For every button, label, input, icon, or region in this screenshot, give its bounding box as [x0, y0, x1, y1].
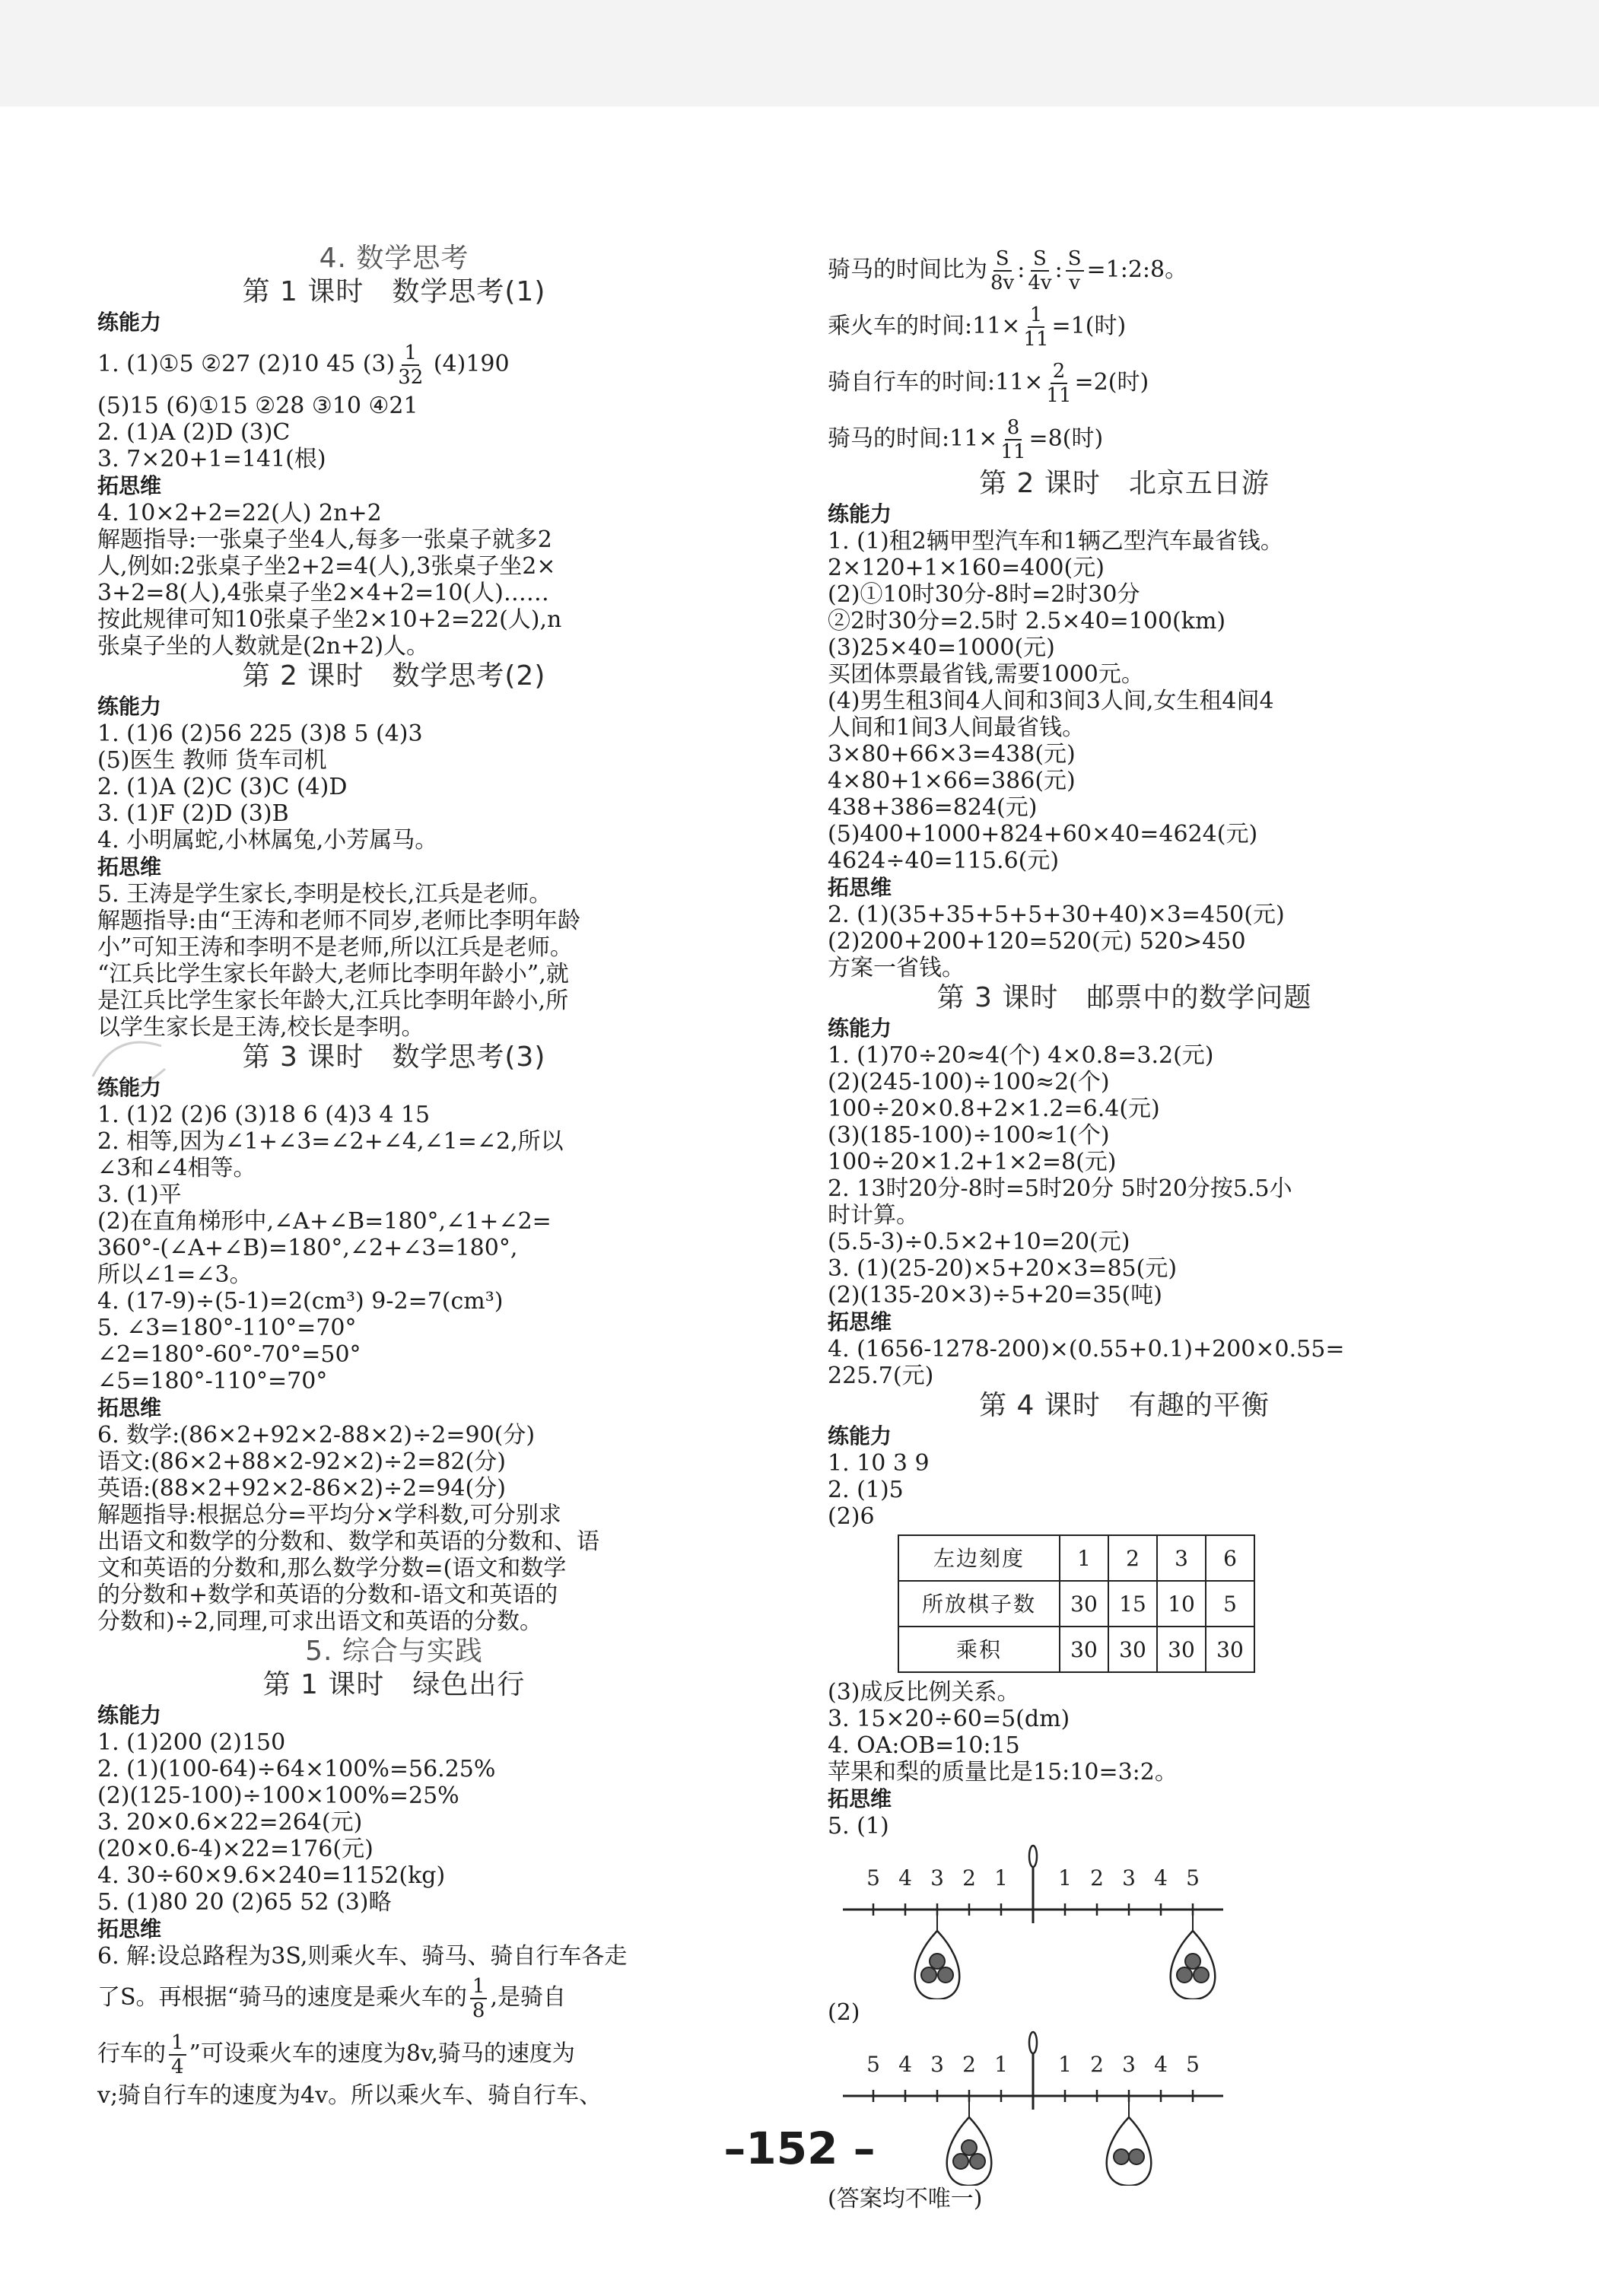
answer-line: 3. (1)F (2)D (3)B: [97, 800, 289, 827]
scale-label: 4: [898, 1865, 912, 1891]
answer-line: 5. 王涛是学生家长,李明是校长,江兵是老师。: [97, 881, 552, 908]
answer-line: (2)(245-100)÷100≈2(个): [828, 1069, 1110, 1096]
table-cell: 30: [1157, 1627, 1206, 1672]
fraction: [1023, 304, 1048, 351]
category-heading: 练能力: [828, 1016, 892, 1041]
answer-line: 2. (1)(35+35+5+5+30+40)×3=450(元): [828, 902, 1285, 928]
answer-line-with-fraction: [97, 1970, 691, 2026]
section-title: 4. 数学思考: [319, 243, 469, 274]
lesson-title: 第 2 课时 数学思考(2): [242, 660, 546, 692]
chess-piece: [938, 1967, 953, 1983]
answer-line: (3)25×40=1000(元): [828, 634, 1055, 661]
answer-line: (4)男生租3间4人间和3间3人间,女生租4间4: [828, 688, 1274, 714]
answer-line: 人,例如:2张桌子坐2+2=4(人),3张桌子坐2×: [97, 553, 556, 580]
answer-line: 2. 相等,因为∠1+∠3=∠2+∠4,∠1=∠2,所以: [97, 1128, 564, 1155]
answer-line: (5)医生 教师 货车司机: [97, 747, 327, 774]
answer-line: 5. (1): [828, 1813, 889, 1840]
answer-line: 方案一省钱。: [828, 955, 965, 981]
answer-line: (答案均不唯一): [828, 2186, 983, 2212]
fraction-numerator: S: [993, 247, 1012, 272]
lesson-title: 第 4 课时 有趣的平衡: [979, 1390, 1270, 1421]
category-heading: 练能力: [97, 1075, 162, 1100]
answer-line: (3)成反比例关系。: [828, 1679, 1020, 1706]
answer-line: 360°-(∠A+∠B)=180°,∠2+∠3=180°,: [97, 1235, 518, 1261]
fraction-numerator: 1: [402, 342, 419, 366]
answer-line: 人间和1间3人间最省钱。: [828, 714, 1086, 741]
chess-piece: [1194, 1967, 1209, 1983]
lesson-title: 第 2 课时 北京五日游: [979, 468, 1270, 499]
answer-line: 1. (1)70÷20≈4(个) 4×0.8=3.2(元): [828, 1042, 1214, 1069]
answer-line: 3. (1)(25-20)×5+20×3=85(元): [828, 1255, 1178, 1282]
fraction-denominator: 11: [1023, 328, 1049, 351]
answer-line-with-fraction: [828, 411, 1421, 467]
answer-line: 2×120+1×160=400(元): [828, 555, 1105, 581]
answer-line: 3. 20×0.6×22=264(元): [97, 1809, 363, 1836]
table-row: [898, 1535, 1254, 1581]
balance-figure-1: [828, 1840, 1421, 1999]
fraction-numerator: S: [1031, 247, 1049, 272]
category-heading: 练能力: [97, 310, 162, 335]
answer-line: 出语文和数学的分数和、数学和英语的分数和、语: [97, 1528, 599, 1555]
text-before: 1. (1)①5 ②27 (2)10 45 (3): [97, 351, 396, 377]
fraction: [1066, 247, 1084, 294]
answer-line: 4. 10×2+2=22(人) 2n+2: [97, 500, 382, 526]
fraction-denominator: 11: [1000, 440, 1026, 463]
chess-piece: [1177, 1967, 1192, 1983]
homework-stamp-icon: [85, 1023, 176, 1107]
answer-line: (5)400+1000+824+60×40=4624(元): [828, 821, 1258, 847]
fraction-numerator: 2: [1051, 360, 1068, 384]
fraction-numerator: 1: [169, 2031, 186, 2056]
lesson-title: 第 3 课时 数学思考(3): [242, 1041, 546, 1073]
scale-label: 1: [1058, 1865, 1072, 1891]
answer-line: 1. 10 3 9: [828, 1450, 930, 1477]
table-cell: 30: [1060, 1581, 1108, 1627]
chess-piece: [930, 1954, 945, 1969]
lesson-title: 第 3 课时 邮票中的数学问题: [936, 982, 1312, 1013]
answer-line: (5.5-3)÷0.5×2+10=20(元): [828, 1229, 1130, 1255]
answer-line: 解题指导:根据总分=平均分×学科数,可分别求: [97, 1502, 561, 1528]
answer-line: 3. 15×20÷60=5(dm): [828, 1706, 1070, 1732]
text-after: =1(时): [1051, 313, 1127, 339]
scale-label: 5: [866, 1865, 880, 1891]
answer-line: 2. (1)A (2)C (3)C (4)D: [97, 774, 348, 800]
page-number: –152 –: [723, 2123, 876, 2174]
scale-label: 4: [898, 2052, 912, 2077]
scale-label: 5: [1186, 1865, 1200, 1891]
answer-line: 买团体票最省钱,需要1000元。: [828, 661, 1144, 688]
answer-line: 1. (1)200 (2)150: [97, 1729, 286, 1756]
scale-label: 5: [1186, 2052, 1200, 2077]
answer-line: 2. (1)(100-64)÷64×100%=56.25%: [97, 1756, 496, 1782]
answer-line: 3×80+66×3=438(元): [828, 741, 1076, 768]
answer-line: 语文:(86×2+88×2-92×2)÷2=82(分): [97, 1449, 506, 1475]
answer-line: 4. (1656-1278-200)×(0.55+0.1)+200×0.55=: [828, 1336, 1345, 1363]
table-cell: 30: [1060, 1627, 1108, 1672]
table-cell: 3: [1157, 1535, 1206, 1581]
fraction-numerator: S: [1066, 247, 1084, 272]
scale-label: 1: [994, 2052, 1008, 2077]
fraction-numerator: 1: [1028, 304, 1045, 328]
answer-line: 的分数和+数学和英语的分数和-语文和英语的: [97, 1582, 558, 1608]
answer-line: 张桌子坐的人数就是(2n+2)人。: [97, 633, 430, 660]
scale-label: 5: [866, 2052, 880, 2077]
answer-line: 2. (1)5: [828, 1477, 904, 1503]
row-header: 所放棋子数: [898, 1581, 1060, 1627]
answer-line: (2)在直角梯形中,∠A+∠B=180°,∠1+∠2=: [97, 1208, 552, 1235]
right-column: [828, 242, 1421, 2212]
category-heading: 练能力: [97, 1703, 162, 1728]
fraction: [1028, 247, 1051, 294]
answer-line: ②2时30分=2.5时 2.5×40=100(km): [828, 608, 1226, 634]
category-heading: 拓思维: [97, 1916, 162, 1941]
category-heading: 拓思维: [828, 1786, 892, 1811]
text-after: =1:2:8。: [1086, 256, 1188, 283]
answer-line: 4. OA:OB=10:15: [828, 1732, 1020, 1759]
answer-line: 3+2=8(人),4张桌子坐2×4+2=10(人)……: [97, 580, 549, 606]
pivot-top: [1029, 2032, 1037, 2053]
section-title: 5. 综合与实践: [305, 1636, 483, 1667]
answer-line: “江兵比学生家长年龄大,老师比李明年龄小”,就: [97, 961, 569, 987]
answer-line: (2): [828, 1999, 860, 2026]
scale-label: 4: [1154, 2052, 1168, 2077]
answer-line: 3. (1)平: [97, 1181, 182, 1208]
scan-top-band: [0, 0, 1599, 107]
answer-line: 1. (1)租2辆甲型汽车和1辆乙型汽车最省钱。: [828, 528, 1283, 555]
category-heading: 练能力: [828, 1423, 892, 1449]
lesson-title: 第 1 课时 绿色出行: [262, 1669, 526, 1700]
answer-line: 1. (1)6 (2)56 225 (3)8 5 (4)3: [97, 720, 423, 747]
table-row: [898, 1581, 1254, 1627]
scale-label: 3: [930, 2052, 944, 2077]
row-header: 左边刻度: [898, 1535, 1060, 1581]
scale-label: 3: [930, 1865, 944, 1891]
answer-line: v;骑自行车的速度为4v。所以乘火车、骑自行车、: [97, 2082, 602, 2109]
fraction: [1000, 416, 1025, 463]
left-column: [97, 242, 691, 2109]
answer-line: 解题指导:一张桌子坐4人,每多一张桌子就多2: [97, 526, 552, 553]
pivot-top: [1029, 1846, 1037, 1867]
answer-line: 100÷20×0.8+2×1.2=6.4(元): [828, 1096, 1160, 1122]
table-cell: 30: [1108, 1627, 1157, 1672]
table-cell: 2: [1108, 1535, 1157, 1581]
answer-line: 438+386=824(元): [828, 794, 1038, 821]
scale-label: 1: [994, 1865, 1008, 1891]
table-cell: 15: [1108, 1581, 1157, 1627]
answer-line: 1. (1)2 (2)6 (3)18 6 (4)3 4 15: [97, 1102, 431, 1128]
fraction: [990, 247, 1014, 294]
answer-line: (2)200+200+120=520(元) 520>450: [828, 928, 1246, 955]
fraction-numerator: 1: [470, 1975, 488, 1999]
scale-label: 2: [1090, 2052, 1104, 2077]
fraction: [398, 342, 423, 389]
lesson-title: 第 1 课时 数学思考(1): [242, 276, 546, 307]
answer-line: 2. 13时20分-8时=5时20分 5时20分按5.5小: [828, 1175, 1292, 1202]
answer-line: 所以∠1=∠3。: [97, 1261, 253, 1288]
fraction: [169, 2031, 186, 2078]
scale-label: 3: [1122, 1865, 1136, 1891]
fraction: [470, 1975, 488, 2022]
answer-line: ∠5=180°-110°=70°: [97, 1368, 328, 1394]
answer-line: 2. (1)A (2)D (3)C: [97, 419, 291, 446]
fraction-denominator: v: [1069, 272, 1080, 294]
text-after: ”可设乘火车的速度为8v,骑马的速度为: [189, 2040, 575, 2067]
fraction-denominator: 8: [472, 1999, 485, 2022]
answer-line-with-fraction: [97, 336, 691, 393]
fraction-denominator: 11: [1046, 384, 1072, 407]
table-cell: 6: [1206, 1535, 1254, 1581]
colon: :: [1054, 256, 1063, 283]
answer-line-with-fraction: [828, 298, 1421, 355]
answer-line: ∠3和∠4相等。: [97, 1155, 256, 1181]
scale-label: 4: [1154, 1865, 1168, 1891]
answer-line: 4×80+1×66=386(元): [828, 768, 1076, 794]
answer-line: 6. 数学:(86×2+92×2-88×2)÷2=90(分): [97, 1422, 536, 1449]
scale-label: 2: [962, 2052, 976, 2077]
text-before: 行车的: [97, 2040, 166, 2067]
answer-line: 苹果和梨的质量比是15:10=3:2。: [828, 1759, 1178, 1786]
text-before: 乘火车的时间:11×: [828, 313, 1021, 339]
answer-line: 小”可知王涛和李明不是老师,所以江兵是老师。: [97, 934, 573, 961]
answer-line: 5. ∠3=180°-110°=70°: [97, 1315, 357, 1341]
row-header: 乘积: [898, 1627, 1060, 1672]
chess-piece: [921, 1967, 936, 1983]
category-heading: 拓思维: [828, 875, 892, 900]
table-row: [898, 1627, 1254, 1672]
category-heading: 拓思维: [828, 1309, 892, 1334]
answer-line: 3. 7×20+1=141(根): [97, 446, 326, 472]
table-cell: 1: [1060, 1535, 1108, 1581]
fraction-denominator: 32: [398, 366, 424, 389]
scale-label: 1: [1058, 2052, 1072, 2077]
answer-line: 文和英语的分数和,那么数学分数=(语文和数学: [97, 1555, 567, 1582]
category-heading: 练能力: [97, 694, 162, 719]
answer-line: 分数和)÷2,同理,可求出语文和英语的分数。: [97, 1608, 542, 1635]
answer-line: (2)(135-20×3)÷5+20=35(吨): [828, 1282, 1162, 1309]
fraction-denominator: 8v: [990, 272, 1015, 294]
category-heading: 练能力: [828, 501, 892, 526]
table-cell: 5: [1206, 1581, 1254, 1627]
category-heading: 拓思维: [97, 854, 162, 879]
answer-line: 解题指导:由“王涛和老师不同岁,老师比李明年龄: [97, 908, 580, 934]
category-heading: 拓思维: [97, 1395, 162, 1420]
answer-line: 英语:(88×2+92×2-86×2)÷2=94(分): [97, 1475, 506, 1502]
balance-diagram: [828, 1840, 1254, 1999]
answer-line: (5)15 (6)①15 ②28 ③10 ④21: [97, 393, 418, 419]
colon: :: [1017, 256, 1025, 283]
answer-line: 4. 小明属蛇,小林属兔,小芳属马。: [97, 827, 438, 854]
chess-piece: [1185, 1954, 1200, 1969]
answer-line: (20×0.6-4)×22=176(元): [97, 1836, 374, 1862]
answer-line: 时计算。: [828, 1202, 919, 1229]
answer-line: 4624÷40=115.6(元): [828, 847, 1060, 874]
table-cell: 10: [1157, 1581, 1206, 1627]
answer-line-with-fraction: [828, 355, 1421, 411]
fraction-numerator: 8: [1005, 416, 1022, 440]
scale-label: 2: [962, 1865, 976, 1891]
text-before: 骑马的时间比为: [828, 256, 987, 283]
scale-label: 3: [1122, 2052, 1136, 2077]
answer-line: 4. 30÷60×9.6×240=1152(kg): [97, 1862, 446, 1889]
text-after: =8(时): [1028, 425, 1104, 452]
category-heading: 拓思维: [97, 473, 162, 498]
balance-answer-table: [898, 1534, 1255, 1673]
scale-label: 2: [1090, 1865, 1104, 1891]
answer-line: 5. (1)80 20 (2)65 52 (3)略: [97, 1889, 392, 1916]
text-before: 了S。再根据“骑马的速度是乘火车的: [97, 1984, 467, 2011]
answer-line: 以学生家长是王涛,校长是李明。: [97, 1014, 424, 1041]
text-after: =2(时): [1074, 369, 1149, 396]
answer-line: 按此规律可知10张桌子坐2×10+2=22(人),n: [97, 606, 562, 633]
table-cell: 30: [1206, 1627, 1254, 1672]
text-before: 骑自行车的时间:11×: [828, 369, 1044, 396]
answer-line-with-fraction: [97, 2026, 691, 2082]
answer-line: (3)(185-100)÷100≈1(个): [828, 1122, 1110, 1149]
answer-line: (2)(125-100)÷100×100%=25%: [97, 1782, 459, 1809]
answer-line: 4. (17-9)÷(5-1)=2(cm³) 9-2=7(cm³): [97, 1288, 504, 1315]
answer-line: (2)6: [828, 1503, 875, 1530]
answer-line: ∠2=180°-60°-70°=50°: [97, 1341, 361, 1368]
fraction-denominator: 4: [171, 2056, 184, 2078]
answer-line: 225.7(元): [828, 1363, 934, 1389]
text-before: 骑马的时间:11×: [828, 425, 998, 452]
fraction-denominator: 4v: [1028, 272, 1052, 294]
answer-line-with-fractions: [828, 242, 1421, 298]
answer-line: 100÷20×1.2+1×2=8(元): [828, 1149, 1117, 1175]
text-after: ,是骑自: [490, 1984, 566, 2011]
text-after: (4)190: [426, 351, 510, 377]
answer-line: 是江兵比学生家长年龄大,江兵比李明年龄小,所: [97, 987, 569, 1014]
fraction: [1046, 360, 1071, 407]
answer-line: (2)①10时30分-8时=2时30分: [828, 581, 1140, 608]
answer-line: 6. 解:设总路程为3S,则乘火车、骑马、骑自行车各走: [97, 1943, 628, 1970]
